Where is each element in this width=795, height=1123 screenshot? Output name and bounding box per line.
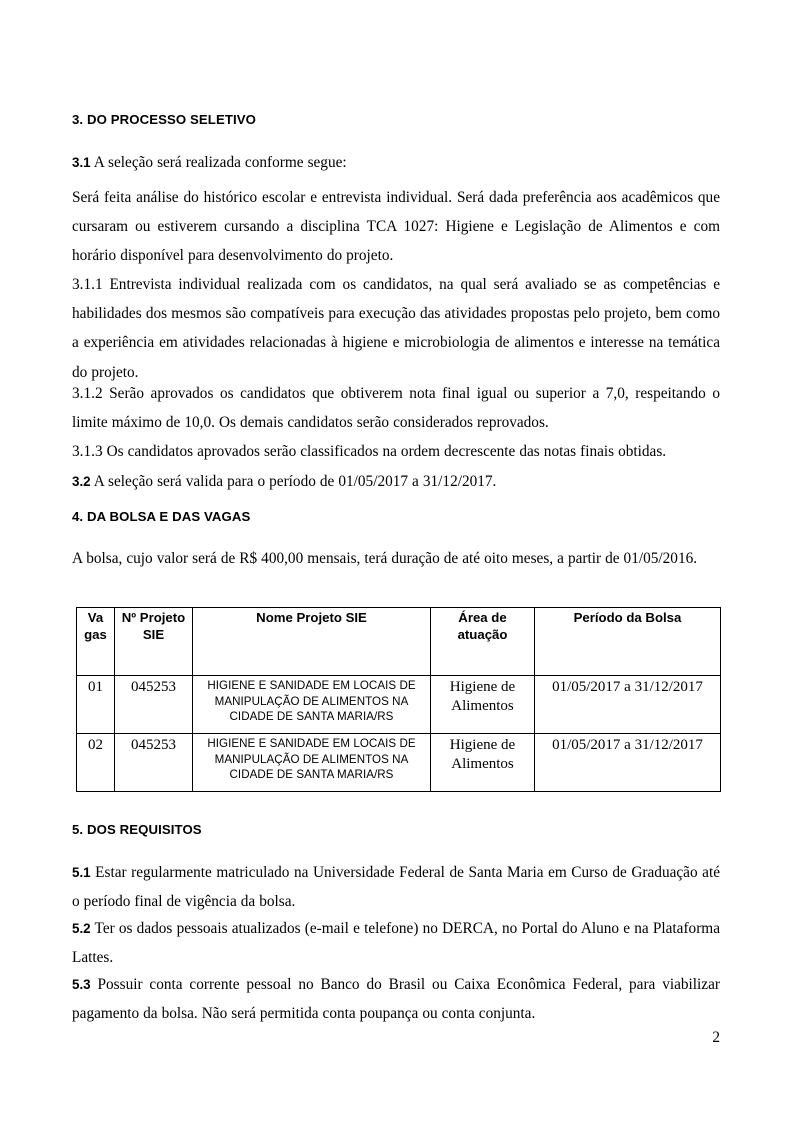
column-header-vagas: Va gas xyxy=(77,608,115,676)
vagas-table xyxy=(76,607,721,792)
clause-text-5-2: Ter os dados pessoais atualizados (e-mail e telefone) no DERCA, no Portal do Aluno e na Plataforma Lattes. xyxy=(72,920,720,967)
clause-text-5-3: Possuir conta corrente pessoal no Banco do Brasil ou Caixa Econômica Federal, para viabilizar pagamento da bolsa. Não será permitida conta poupança ou conta conjunta. xyxy=(72,976,720,1023)
section-heading-processo-seletivo: 3. DO PROCESSO SELETIVO xyxy=(72,112,257,127)
cell-area-atuacao: Higiene de Alimentos xyxy=(431,734,535,792)
clause-number-5-1: 5.1 xyxy=(72,865,91,880)
paragraph-3-1-1: 3.1.1 Entrevista individual realizada com os candidatos, na qual será avaliado se as competências e habilidades dos mesmos são compatíveis para execução das atividades propostas pelo projeto, bem como a experiência em atividades relacionadas à higiene e microbiologia de alimentos e interesse na temática do projeto. xyxy=(72,276,720,381)
cell-nome-projeto: HIGIENE E SANIDADE EM LOCAIS DE MANIPULAÇÃO DE ALIMENTOS NA CIDADE DE SANTA MARIA/RS xyxy=(193,734,431,792)
cell-periodo-bolsa: 01/05/2017 a 31/12/2017 xyxy=(535,676,721,734)
section-heading-bolsa-vagas: 4. DA BOLSA E DAS VAGAS xyxy=(72,509,251,524)
paragraph-5-2 xyxy=(72,914,720,972)
column-header-periodo-bolsa: Período da Bolsa xyxy=(535,608,721,676)
paragraph-valor-bolsa: A bolsa, cujo valor será de R$ 400,00 mensais, terá duração de até oito meses, a partir de 01/05/2016. xyxy=(72,550,698,567)
cell-nome-projeto: HIGIENE E SANIDADE EM LOCAIS DE MANIPULAÇÃO DE ALIMENTOS NA CIDADE DE SANTA MARIA/RS xyxy=(193,676,431,734)
paragraph-5-3 xyxy=(72,970,720,1028)
page-number: 2 xyxy=(712,1029,720,1046)
paragraph-3-1 xyxy=(72,148,720,177)
clause-number-3-2: 3.2 xyxy=(72,474,91,489)
table-row xyxy=(77,676,721,734)
vagas-table-container xyxy=(76,607,720,792)
table-header-row xyxy=(77,608,721,676)
clause-number-5-3: 5.3 xyxy=(72,977,91,992)
document-page xyxy=(72,0,720,1123)
section-heading-requisitos: 5. DOS REQUISITOS xyxy=(72,822,202,837)
paragraph-3-1-3: 3.1.3 Os candidatos aprovados serão classificados na ordem decrescente das notas finais obtidas. xyxy=(72,443,667,460)
cell-numero-projeto: 045253 xyxy=(115,734,193,792)
cell-periodo-bolsa: 01/05/2017 a 31/12/2017 xyxy=(535,734,721,792)
paragraph-selecao-criterios: Será feita análise do histórico escolar e entrevista individual. Será dada preferência aos acadêmicos que cursaram ou estiverem cursando a disciplina TCA 1027: Higiene e Legislação de Alimentos e com horário disponível para desenvolvimento do projeto. xyxy=(72,189,720,265)
column-header-area-atuacao: Área de atuação xyxy=(431,608,535,676)
column-header-numero-projeto: Nº Projeto SIE xyxy=(115,608,193,676)
clause-number-5-2: 5.2 xyxy=(72,921,91,936)
paragraph-3-2 xyxy=(72,467,720,496)
paragraph-5-1 xyxy=(72,858,720,916)
cell-numero-projeto: 045253 xyxy=(115,676,193,734)
clause-text-3-1: A seleção será realizada conforme segue: xyxy=(90,154,347,171)
column-header-nome-projeto: Nome Projeto SIE xyxy=(193,608,431,676)
cell-vagas: 02 xyxy=(77,734,115,792)
clause-number-3-1: 3.1 xyxy=(72,155,91,170)
cell-vagas: 01 xyxy=(77,676,115,734)
clause-text-3-2: A seleção será valida para o período de 01/05/2017 a 31/12/2017. xyxy=(90,473,497,490)
table-row xyxy=(77,734,721,792)
clause-text-5-1: Estar regularmente matriculado na Universidade Federal de Santa Maria em Curso de Graduação até o período final de vigência da bolsa. xyxy=(72,864,720,911)
paragraph-3-1-2: 3.1.2 Serão aprovados os candidatos que obtiverem nota final igual ou superior a 7,0, respeitando o limite máximo de 10,0. Os demais candidatos serão considerados reprovados. xyxy=(72,385,720,432)
cell-area-atuacao: Higiene de Alimentos xyxy=(431,676,535,734)
